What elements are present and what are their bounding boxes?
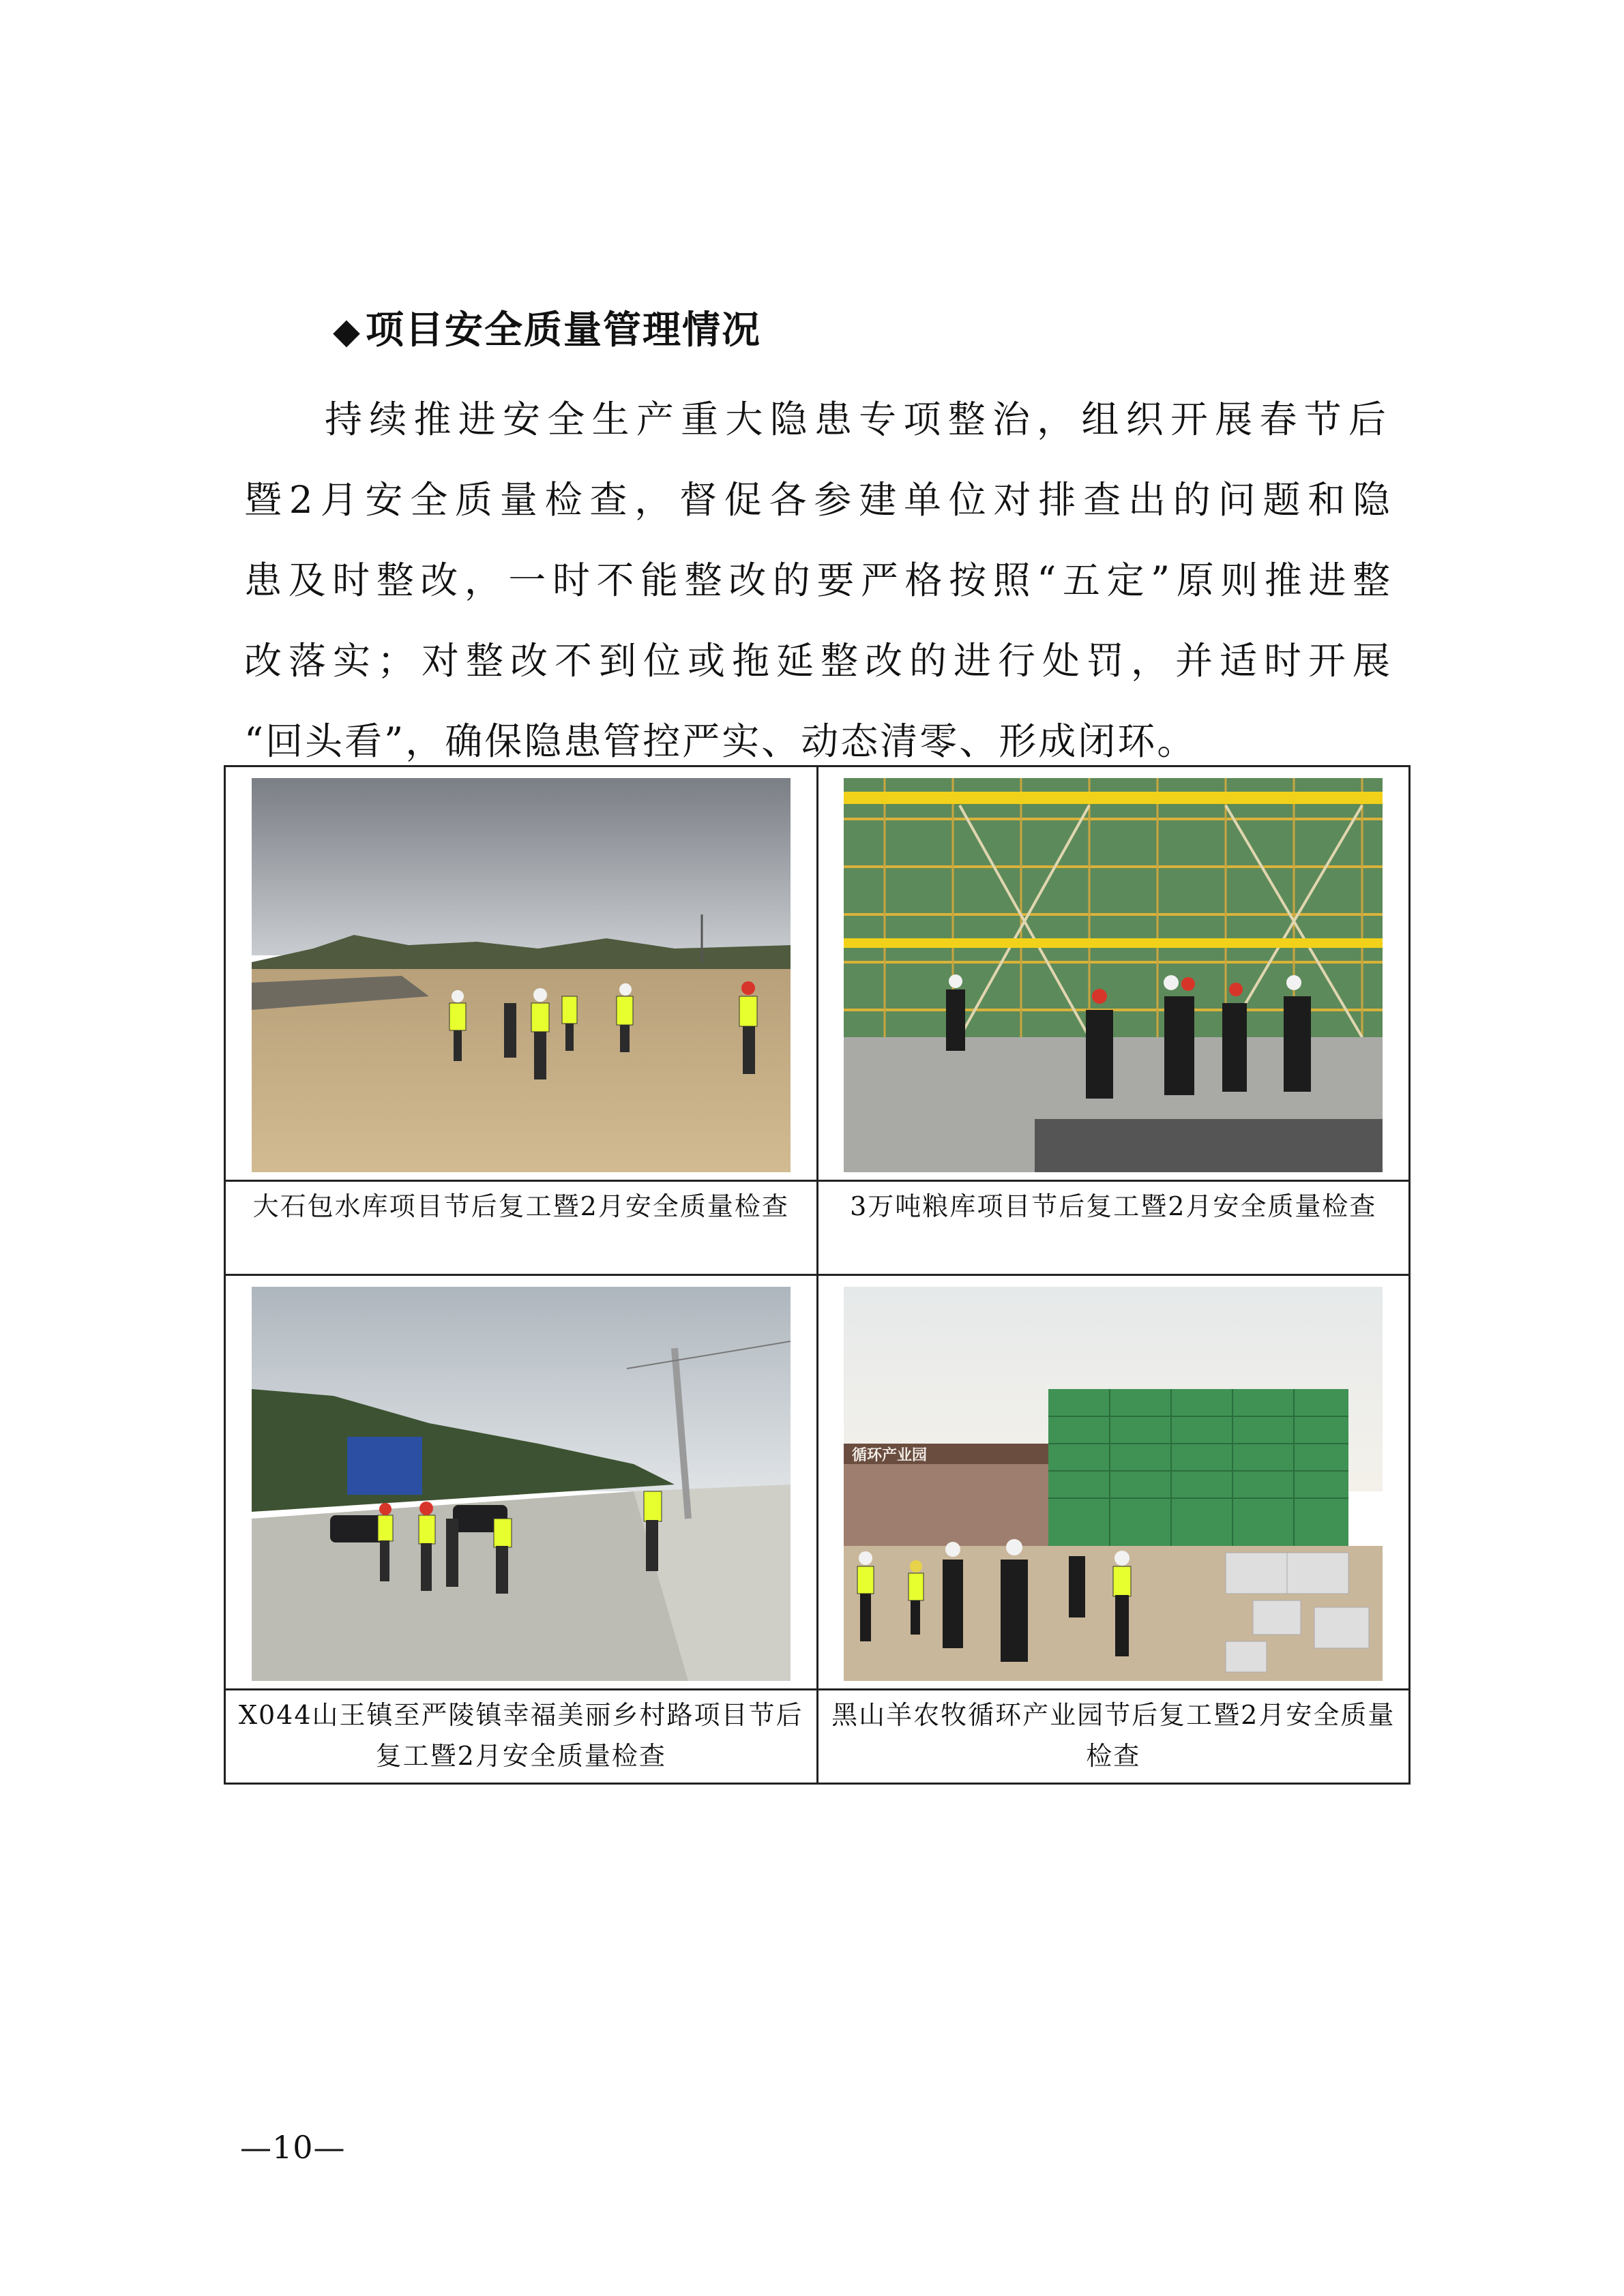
photo-caption: 大石包水库项目节后复工暨2月安全质量检查 xyxy=(252,1191,789,1221)
caption-cell xyxy=(817,1181,1410,1275)
photo-caption: 黑山羊农牧循环产业园节后复工暨2月安全质量检查 xyxy=(831,1700,1396,1771)
paragraph-line: 患及时整改，一时不能整改的要严格按照“五定”原则推进整 xyxy=(244,558,1390,602)
body-paragraph xyxy=(244,379,1390,781)
section-title: 项目安全质量管理情况 xyxy=(366,308,761,353)
paragraph-line: 暨2月安全质量检查，督促各参建单位对排查出的问题和隐 xyxy=(244,478,1390,522)
caption-cell xyxy=(225,1181,818,1275)
diamond-bullet-icon: ◆ xyxy=(333,311,361,352)
photo-cell xyxy=(817,1275,1410,1690)
photo-caption: X044山王镇至严陵镇幸福美丽乡村路项目节后复工暨2月安全质量检查 xyxy=(238,1700,803,1771)
paragraph-line: “回头看”，确保隐患管控严实、动态清零、形成闭环。 xyxy=(244,719,1197,763)
photo-caption: 3万吨粮库项目节后复工暨2月安全质量检查 xyxy=(850,1191,1377,1221)
page-number: —10— xyxy=(240,2129,346,2166)
granary-scaffold-photo xyxy=(844,778,1383,1172)
caption-cell xyxy=(225,1690,818,1784)
photo-cell xyxy=(225,1275,818,1690)
photo-cell xyxy=(225,766,818,1181)
section-heading xyxy=(333,300,761,355)
park-sign-text: 循环产业园 xyxy=(852,1447,928,1464)
reservoir-site-photo xyxy=(252,778,791,1172)
photo-cell xyxy=(817,766,1410,1181)
village-road-photo xyxy=(252,1287,791,1681)
paragraph-line: 改落实；对整改不到位或拖延整改的进行处罚，并适时开展 xyxy=(244,639,1390,683)
industrial-park-photo xyxy=(844,1287,1383,1681)
caption-cell xyxy=(817,1690,1410,1784)
photo-table xyxy=(224,765,1411,1785)
paragraph-line: 持续推进安全生产重大隐患专项整治，组织开展春节后 xyxy=(325,398,1390,441)
